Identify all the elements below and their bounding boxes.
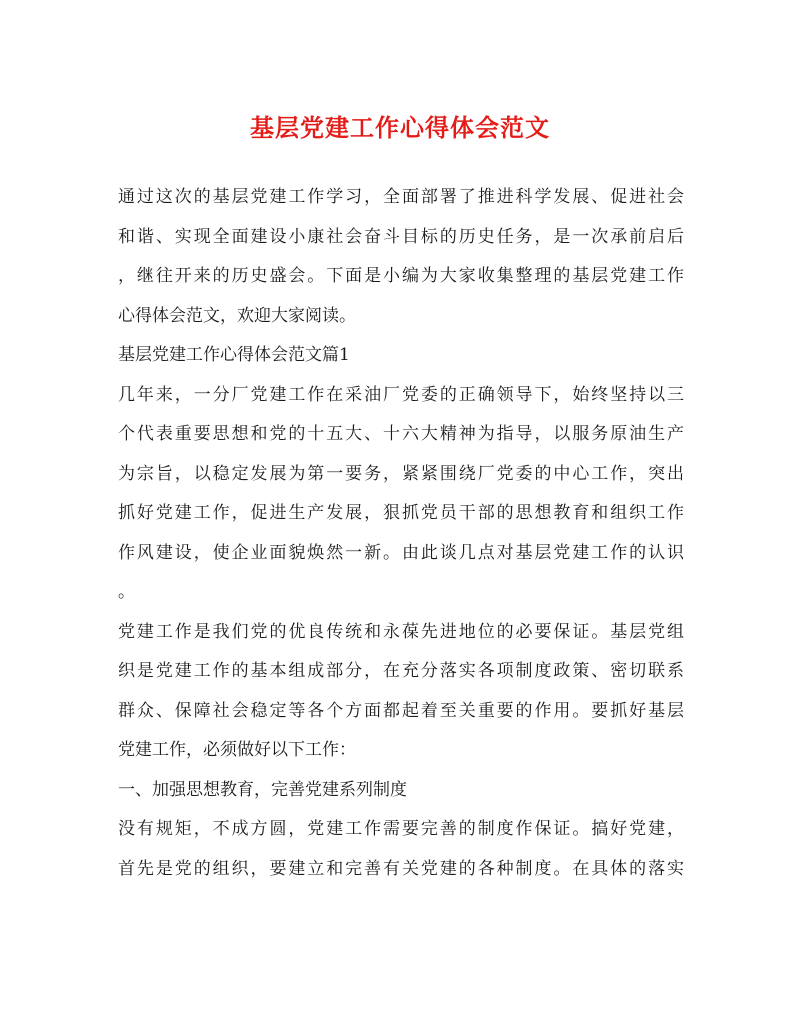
body-line: 通过这次的基层党建工作学习，全面部署了推进科学发展、促进社会 <box>118 187 684 207</box>
body-line: 和谐、实现全面建设小康社会奋斗目标的历史任务，是一次承前启后 <box>118 226 684 247</box>
body-line: 基层党建工作心得体会范文篇1 <box>118 345 350 365</box>
body-line: 首先是党的组织，要建立和完善有关党建的各种制度。在具体的落实 <box>118 858 684 879</box>
body-line: 抓好党建工作，促进生产发展，狠抓党员干部的思想教育和组织工作 <box>118 503 684 523</box>
body-line: 。 <box>118 582 135 602</box>
body-line: 没有规矩，不成方圆，党建工作需要完善的制度作保证。搞好党建， <box>118 819 684 839</box>
body-line: ，继往开来的历史盛会。下面是小编为大家收集整理的基层党建工作 <box>118 266 684 286</box>
body-line: 群众、保障社会稳定等各个方面都起着至关重要的作用。要抓好基层 <box>118 700 684 721</box>
body-line: 一、加强思想教育，完善党建系列制度 <box>118 779 407 800</box>
body-line: 个代表重要思想和党的十五大、十六大精神为指导，以服务原油生产 <box>118 424 684 444</box>
document-title: 基层党建工作心得体会范文 <box>250 113 550 142</box>
body-line: 织是党建工作的基本组成部分，在充分落实各项制度政策、密切联系 <box>118 661 684 681</box>
body-line: 心得体会范文，欢迎大家阅读。 <box>118 305 356 326</box>
document-body <box>118 178 684 889</box>
body-line: 为宗旨，以稳定发展为第一要务，紧紧围绕厂党委的中心工作，突出 <box>118 463 684 484</box>
body-line: 作风建设，使企业面貌焕然一新。由此谈几点对基层党建工作的认识 <box>118 542 684 563</box>
body-line: 几年来，一分厂党建工作在采油厂党委的正确领导下，始终坚持以三 <box>118 384 684 405</box>
body-line: 党建工作是我们党的优良传统和永葆先进地位的必要保证。基层党组 <box>118 621 684 642</box>
body-line: 党建工作，必须做好以下工作： <box>118 740 356 760</box>
